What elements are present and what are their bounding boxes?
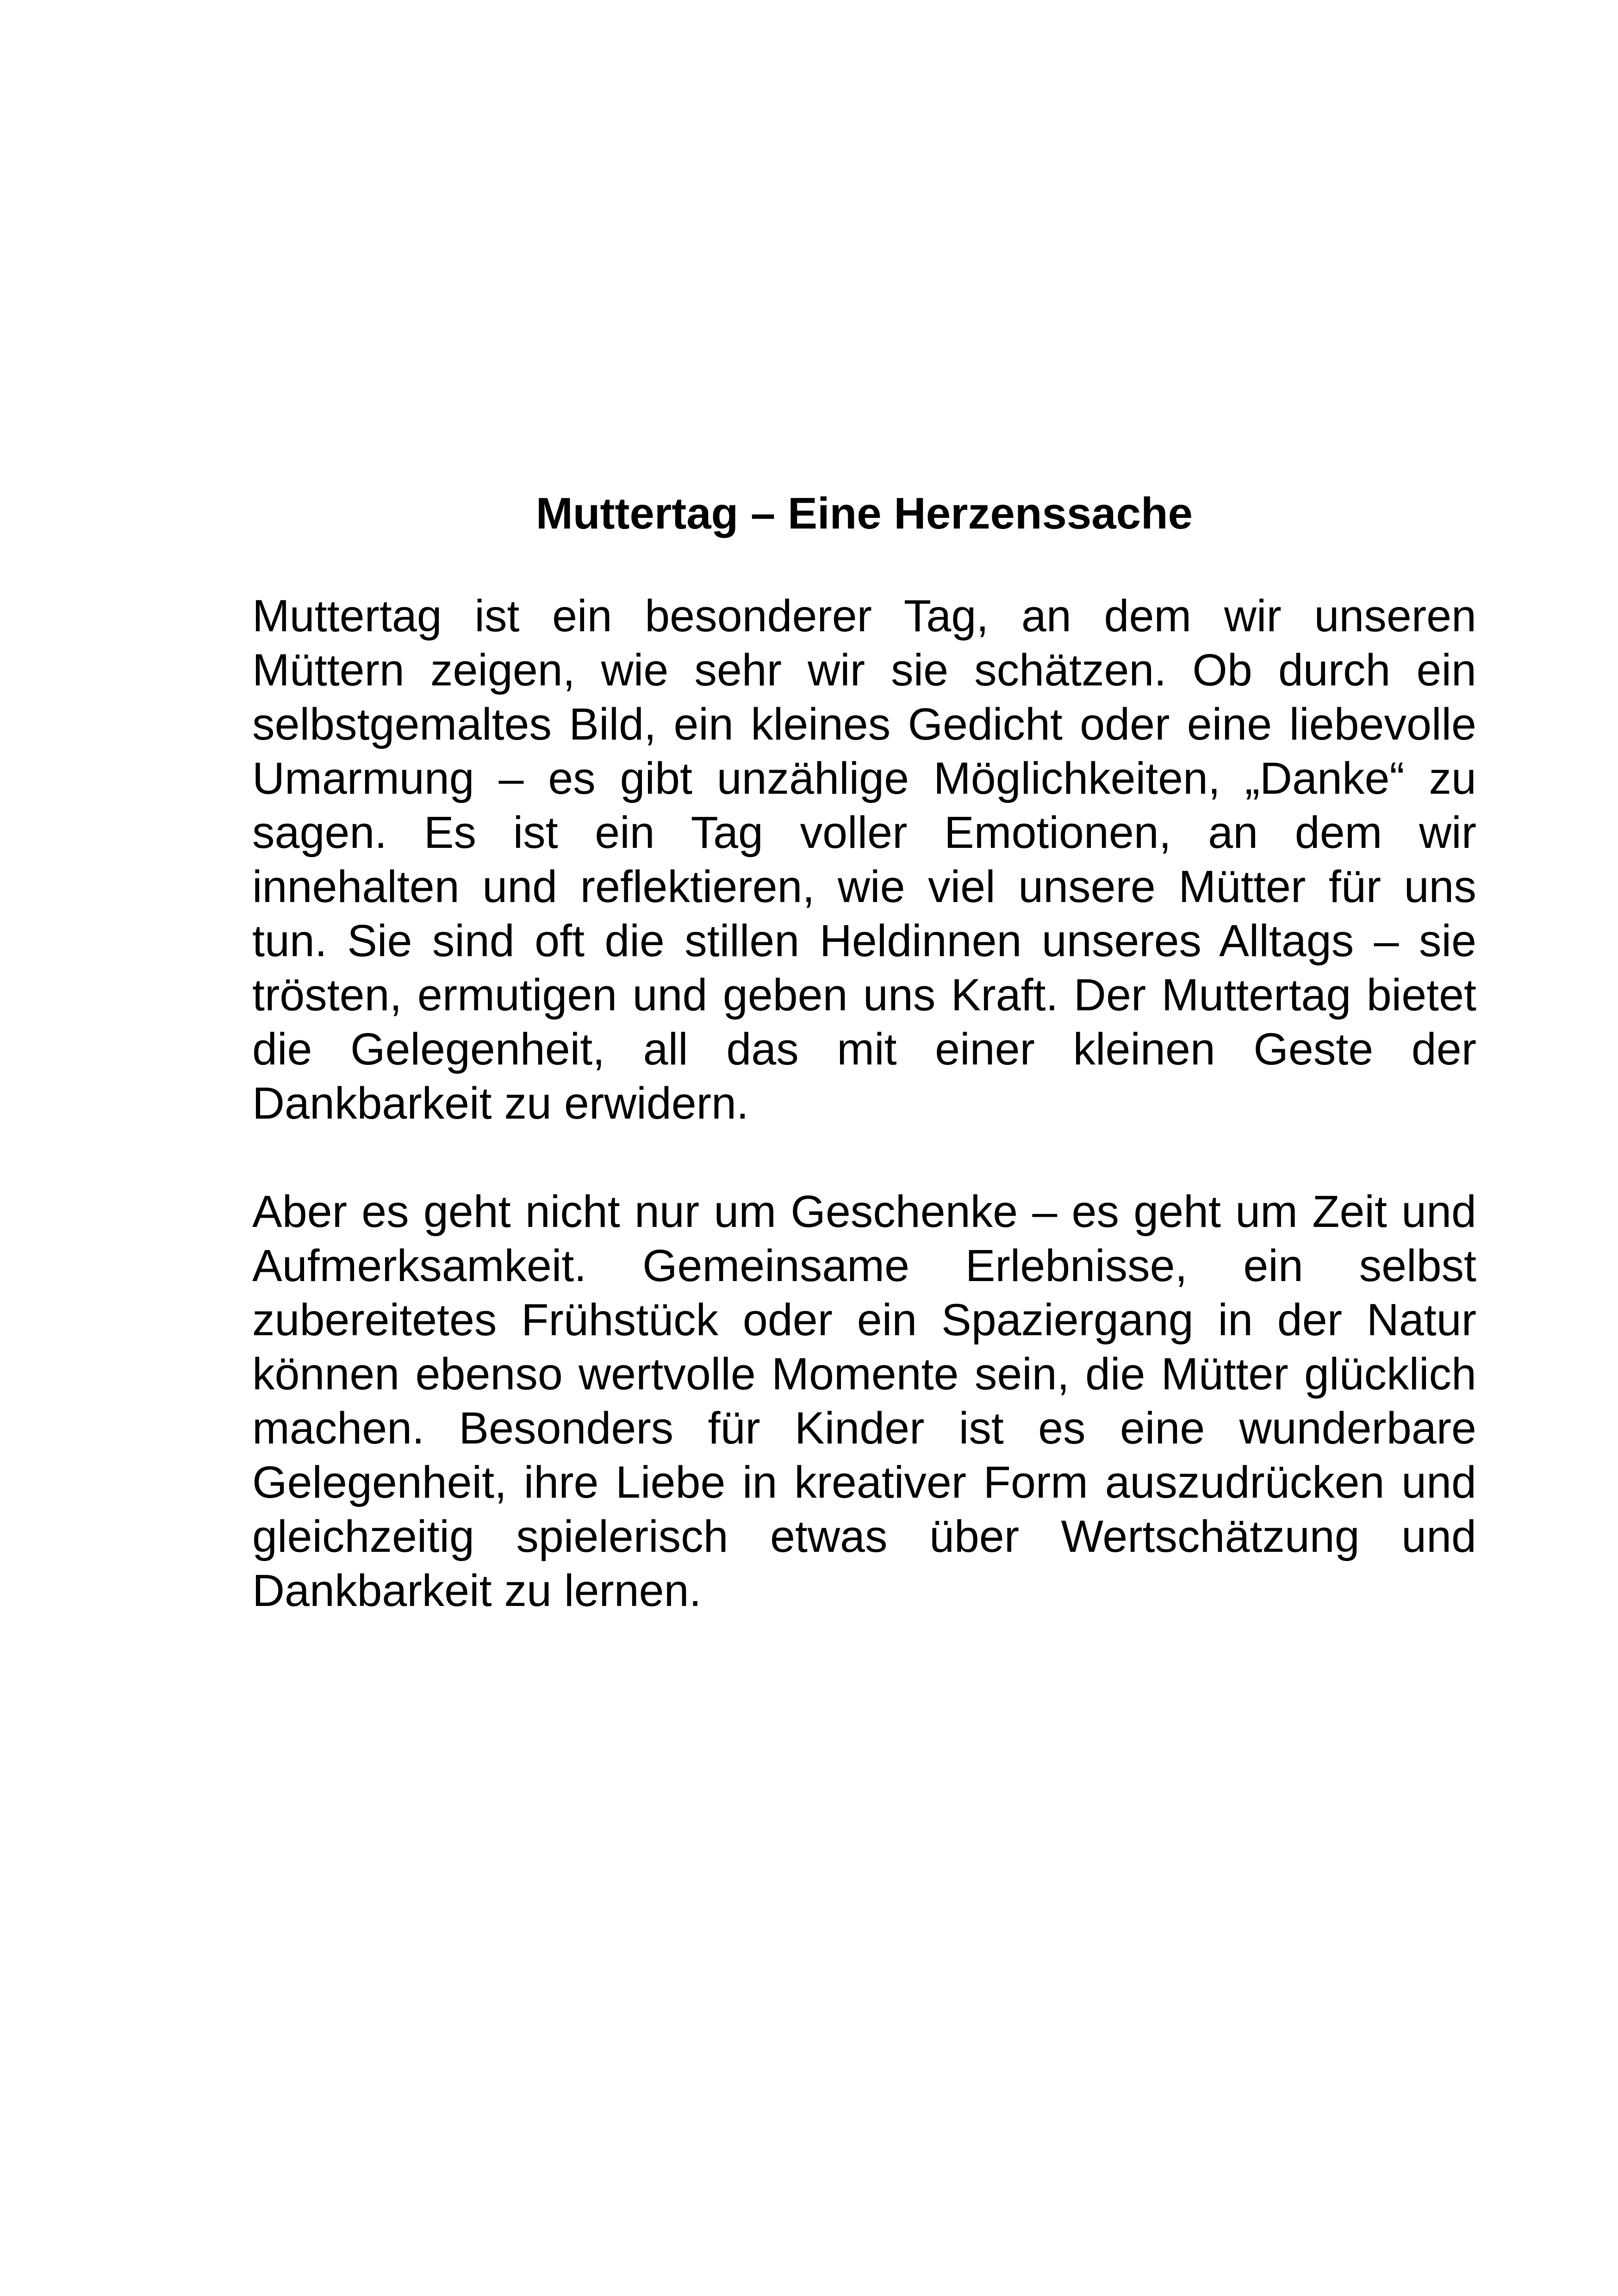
paragraph-1: Muttertag ist ein besonderer Tag, an dem wir unseren Müttern zeigen, wie sehr wir sie schätzen. Ob durch ein selbstgemaltes Bild, ein kleines Gedicht oder eine liebevolle Umarmung – es gibt unzählige Möglichkeiten, „Danke“ zu sagen. Es ist ein Tag voller Emotionen, an dem wir innehalten und reflektieren, wie viel unsere Mütter für uns tun. Sie sind oft die stillen Heldinnen unseres Alltags – sie trösten, ermutigen und geben uns Kraft. Der Muttertag bietet die Gelegenheit, all das mit einer kleinen Geste der Dankbarkeit zu erwidern. [252, 591, 1476, 1128]
document-body [252, 481, 1476, 1618]
document-title: Muttertag – Eine Herzenssache [535, 489, 1193, 538]
paragraph-2: Aber es geht nicht nur um Geschenke – es geht um Zeit und Aufmerksamkeit. Gemeinsame Erlebnisse, ein selbst zubereitetes Frühstück oder ein Spaziergang in der Natur können ebenso wertvolle Momente sein, die Mütter glücklich machen. Besonders für Kinder ist es eine wunderbare Gelegenheit, ihre Liebe in kreativer Form auszudrücken und gleichzeitig spielerisch etwas über Wertschätzung und Dankbarkeit zu lernen. [252, 1186, 1476, 1616]
